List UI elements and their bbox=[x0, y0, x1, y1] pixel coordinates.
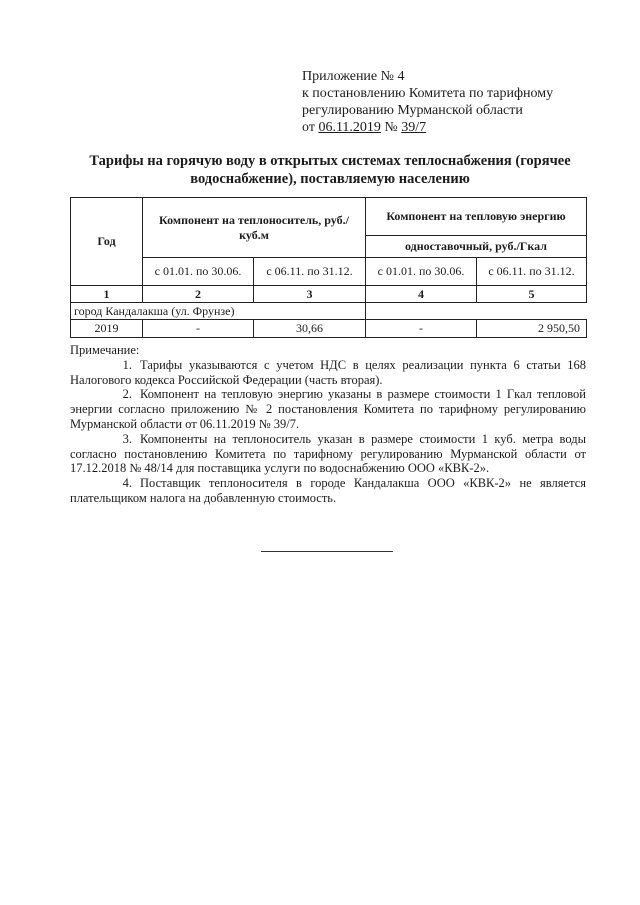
note-number: 4. bbox=[122, 476, 132, 491]
period-cell: с 01.01. по 30.06. bbox=[143, 258, 254, 286]
city-row: город Кандалакша (ул. Фрунзе) bbox=[71, 303, 366, 320]
note-item bbox=[70, 358, 586, 388]
column-number: 1 bbox=[71, 286, 143, 303]
row-year: 2019 bbox=[71, 320, 143, 338]
appendix-number-prefix: № bbox=[380, 120, 402, 135]
value-carrier-h1: - bbox=[143, 320, 254, 338]
appendix-date: 06.11.2019 bbox=[318, 120, 381, 135]
note-text: Тарифы указываются с учетом НДС в целях реализации пункта 6 статьи 168 Налогового кодекса Российской Федерации (часть вторая). bbox=[70, 357, 586, 387]
signature-line bbox=[261, 551, 393, 552]
empty-cell bbox=[366, 303, 477, 320]
note-text: Поставщик теплоносителя в городе Кандалакша ООО «КВК-2» не является плательщиком налога на добавленную стоимость. bbox=[70, 476, 586, 505]
note-number: 3. bbox=[122, 431, 132, 446]
header-energy-sub: одноставочный, руб./Гкал bbox=[366, 236, 587, 258]
title-line-2: водоснабжение), поставляемую населению bbox=[190, 171, 470, 187]
period-cell: с 01.01. по 30.06. bbox=[366, 258, 477, 286]
empty-cell bbox=[477, 303, 587, 320]
tariff-table bbox=[70, 197, 587, 338]
value-carrier-h2: 30,66 bbox=[254, 320, 366, 338]
document-title bbox=[60, 152, 600, 188]
column-number: 5 bbox=[477, 286, 587, 303]
appendix-from-prefix: от bbox=[302, 120, 319, 135]
appendix-header bbox=[302, 68, 602, 136]
notes-section bbox=[70, 343, 586, 506]
note-number: 2. bbox=[122, 387, 132, 402]
note-number: 1. bbox=[122, 357, 132, 372]
header-carrier: Компонент на теплоноситель, руб./куб.м bbox=[143, 198, 366, 258]
appendix-number: 39/7 bbox=[401, 120, 427, 135]
column-number: 3 bbox=[254, 286, 366, 303]
note-item bbox=[70, 432, 586, 476]
appendix-line-4 bbox=[302, 119, 602, 136]
title-line-1: Тарифы на горячую воду в открытых системах теплоснабжения (горячее bbox=[89, 153, 571, 169]
note-text: Компонент на тепловую энергию указаны в размере стоимости 1 Гкал тепловой энергии согласно приложению № 2 постановления Комитета по тарифному регулированию Мурманской области от 06.11.2019 № 39/7. bbox=[70, 387, 586, 431]
period-cell: с 06.11. по 31.12. bbox=[254, 258, 366, 286]
period-cell: с 06.11. по 31.12. bbox=[477, 258, 587, 286]
header-energy: Компонент на тепловую энергию bbox=[366, 198, 587, 236]
notes-heading: Примечание: bbox=[70, 343, 140, 357]
appendix-line-2: к постановлению Комитета по тарифному bbox=[302, 86, 554, 101]
appendix-line-3: регулированию Мурманской области bbox=[302, 103, 523, 118]
note-text: Компоненты на теплоноситель указан в размере стоимости 1 куб. метра воды согласно постановлению Комитета по тарифному регулированию Мурманской области от 17.12.2018 № 48/14 для поставщика услуги по водоснабжению ООО «КВК-2». bbox=[70, 431, 586, 476]
value-energy-h1: - bbox=[366, 320, 477, 338]
column-number: 4 bbox=[366, 286, 477, 303]
value-energy-h2: 2 950,50 bbox=[477, 320, 587, 338]
note-item bbox=[70, 387, 586, 431]
header-year: Год bbox=[71, 198, 143, 286]
appendix-line-1: Приложение № 4 bbox=[302, 69, 405, 84]
note-item bbox=[70, 476, 586, 506]
column-number: 2 bbox=[143, 286, 254, 303]
